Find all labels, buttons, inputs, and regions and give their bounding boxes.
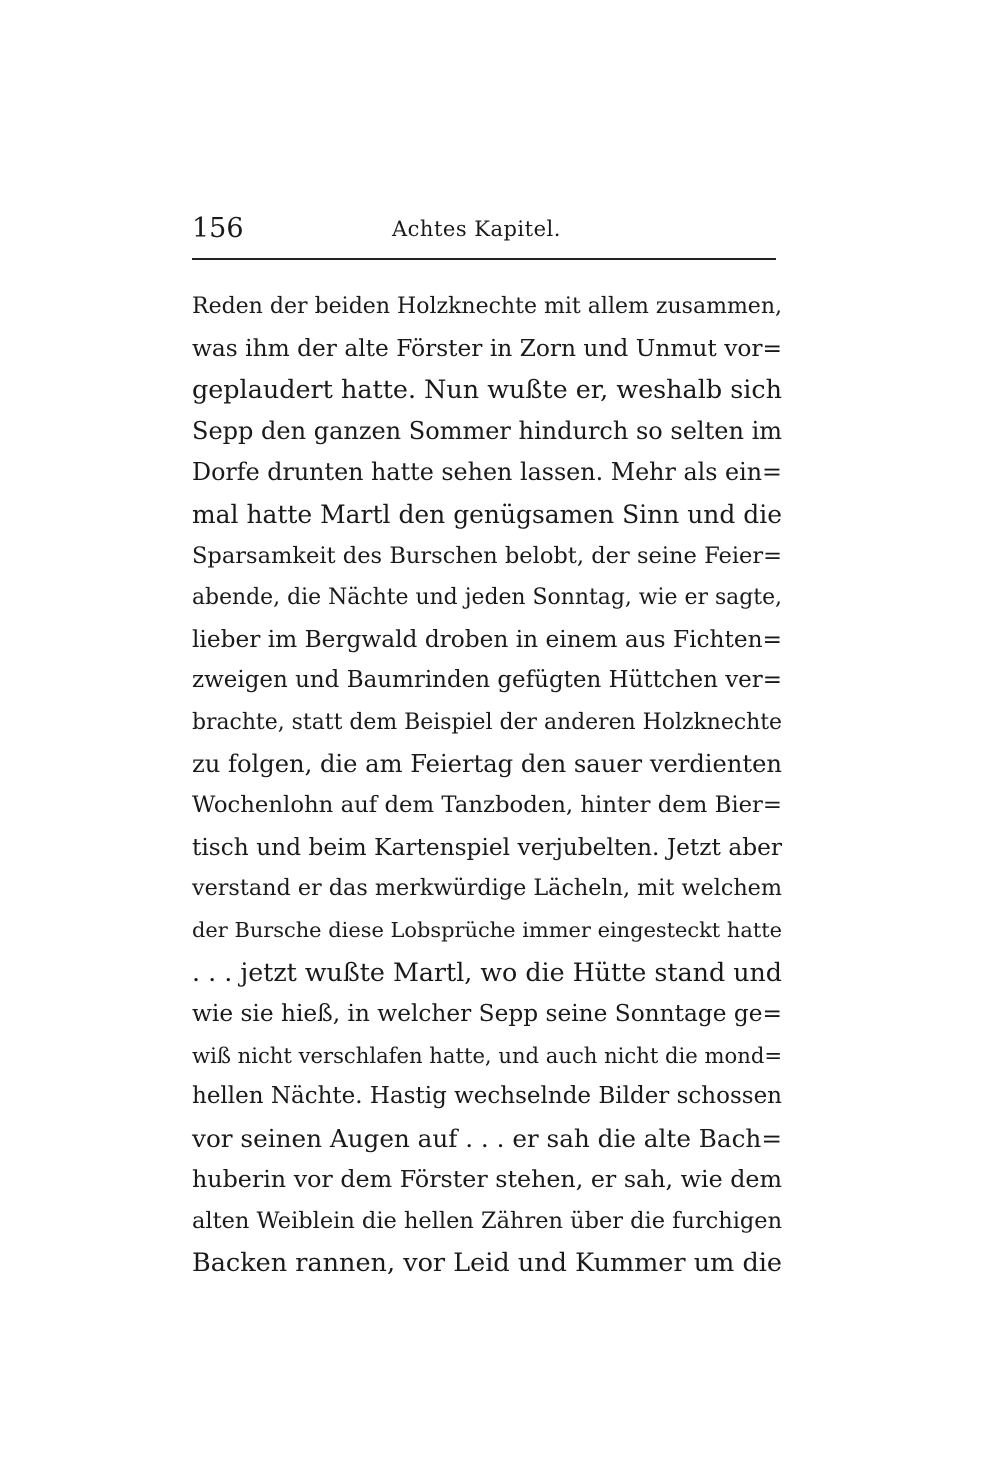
text-line: hellen Nächte. Hastig wechselnde Bilder schossen — [192, 1083, 782, 1110]
text-line: Wochenlohn auf dem Tanzboden, hinter dem Bier= — [192, 792, 782, 819]
page-number: 156 — [192, 213, 244, 244]
text-line: Dorfe drunten hatte sehen lassen. Mehr als ein= — [192, 458, 782, 487]
text-line: alten Weiblein die hellen Zähren über die furchigen — [192, 1208, 783, 1235]
text-line: verstand er das merkwürdige Lächeln, mit welchem — [192, 875, 782, 902]
text-line: zweigen und Baumrinden gefügten Hüttchen ver= — [192, 667, 782, 694]
text-line: Sepp den ganzen Sommer hindurch so selten im — [192, 416, 782, 445]
text-line: zu folgen, die am Feiertag den sauer verdienten — [192, 749, 782, 778]
text-line: abende, die Nächte und jeden Sonntag, wie er sagte, — [192, 585, 782, 611]
page-header — [192, 212, 776, 252]
text-line: wiß nicht verschlafen hatte, und auch nicht die mond= — [192, 1042, 783, 1068]
text-line: tisch und beim Kartenspiel verjubelten. Jetzt aber — [192, 833, 782, 861]
text-line: geplaudert hatte. Nun wußte er, weshalb sich — [192, 374, 782, 405]
running-head: Achtes Kapitel. — [392, 217, 561, 241]
text-line: wie sie hieß, in welcher Sepp seine Sonntage ge= — [192, 1000, 782, 1028]
text-line: . . . jetzt wußte Martl, wo die Hütte stand und — [192, 957, 782, 987]
text-line: Backen rannen, vor Leid und Kummer um die — [192, 1247, 782, 1278]
text-line: was ihm der alte Förster in Zorn und Unmut vor= — [192, 334, 782, 362]
text-line: Sparsamkeit des Burschen belobt, der seine Feier= — [192, 542, 782, 569]
text-line: huberin vor dem Förster stehen, er sah, wie dem — [192, 1165, 782, 1194]
text-line: brachte, statt dem Beispiel der anderen Holzknechte — [192, 709, 782, 735]
body-text — [192, 286, 782, 1284]
text-line: vor seinen Augen auf . . . er sah die alte Bach= — [192, 1123, 782, 1153]
text-line: Reden der beiden Holzknechte mit allem zusammen, — [192, 294, 782, 319]
text-line: lieber im Bergwald droben in einem aus Fichten= — [192, 625, 782, 653]
text-line: der Bursche diese Lobsprüche immer eingesteckt hatte — [192, 917, 782, 942]
text-line: mal hatte Martl den genügsamen Sinn und die — [192, 499, 782, 529]
header-rule — [192, 258, 776, 260]
